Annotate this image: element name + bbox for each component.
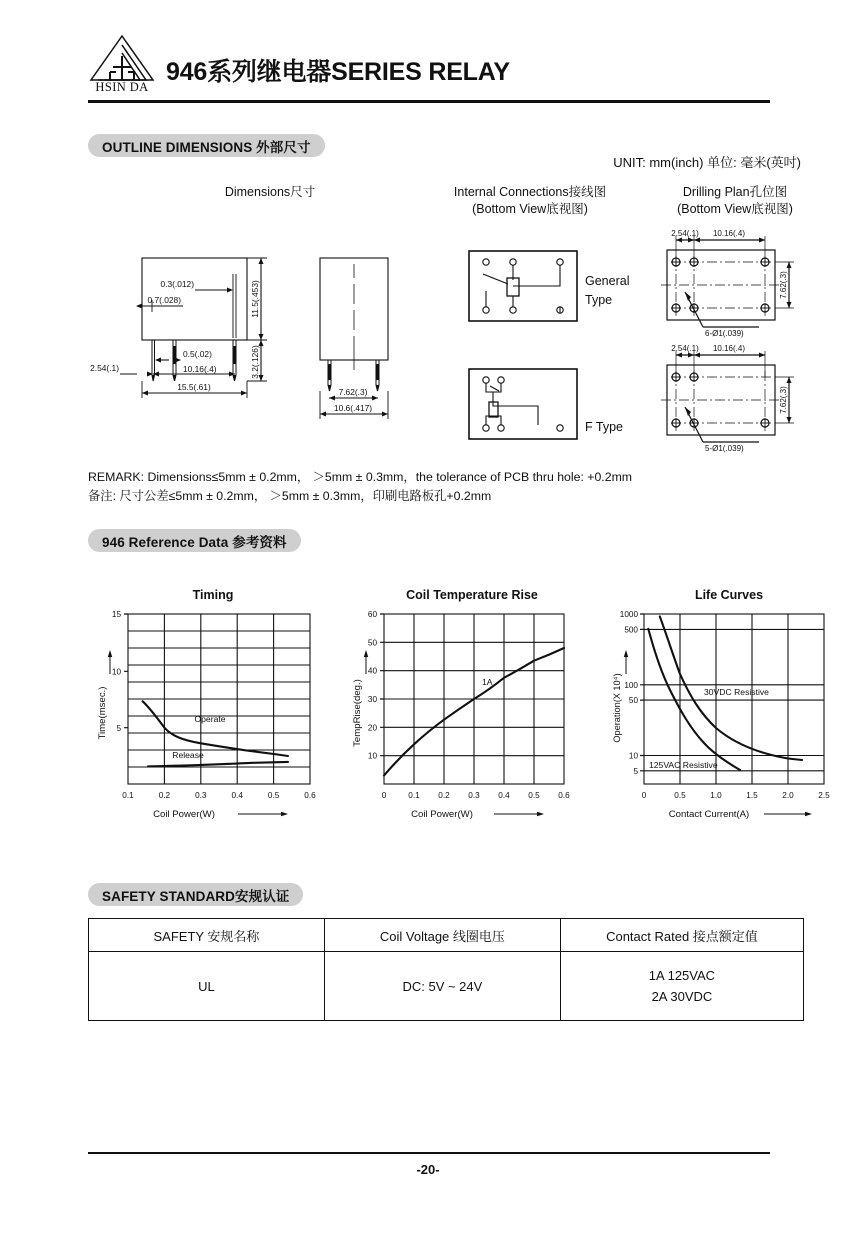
- tick-x-0.4: 0.4: [231, 791, 243, 800]
- table-header-safety: SAFETY 安规名称: [89, 919, 325, 952]
- dim-edge: 2.54(.1): [90, 363, 119, 373]
- drill-top-dim1: 2.54(.1): [671, 229, 699, 238]
- tick-x-0.5: 0.5: [528, 791, 540, 800]
- tick-x-0.2: 0.2: [438, 791, 450, 800]
- dim-side-width: 10.6(.417): [333, 403, 373, 413]
- axis-label-x: Coil Power(W): [153, 809, 215, 820]
- general-type-line2: Type: [585, 293, 613, 307]
- section-heading-outline-dimensions: OUTLINE DIMENSIONS 外部尺寸: [88, 134, 325, 157]
- remark-block: [88, 468, 632, 506]
- tick-y-500: 500: [624, 625, 638, 635]
- column-header-internal-connections: [420, 184, 640, 218]
- chart-timing-title: Timing: [192, 588, 234, 602]
- tick-y-10: 10: [111, 667, 121, 677]
- tick-x-1.5: 1.5: [746, 791, 758, 800]
- page-header: [88, 34, 770, 100]
- axis-label-y: TempRise(deg.): [352, 679, 363, 747]
- label-f-type: [585, 418, 623, 437]
- chart-life-curves: [604, 588, 854, 828]
- cell-coil-voltage: DC: 5V ~ 24V: [324, 952, 560, 1021]
- footer-divider: [88, 1152, 770, 1154]
- remark-chinese: 备注: 尺寸公差≤5mm ± 0.2mm， ＞5mm ± 0.3mm，印刷电路板孔+0.2mm: [88, 489, 492, 503]
- tick-x-0: 0: [381, 791, 387, 800]
- contact-rated-line1: 1A 125VAC: [648, 968, 716, 983]
- contact-rated-line2: 2A 30VDC: [651, 989, 713, 1004]
- tick-x-0.4: 0.4: [498, 791, 510, 800]
- tick-x-0.5: 0.5: [267, 791, 280, 800]
- diagram-internal-general-type: [468, 250, 578, 322]
- dim-pitch: 10.16(.4): [183, 364, 217, 374]
- table-header-coil-voltage: Coil Voltage 线圈电压: [324, 919, 560, 952]
- header-divider: [88, 100, 770, 103]
- drill-bottom-dim3: 7.62(.3): [779, 386, 788, 414]
- remark-english: REMARK: Dimensions≤5mm ± 0.2mm， ＞5mm ± 0.3mm，the tolerance of PCB thru hole: +0.2mm: [88, 470, 633, 484]
- cell-safety-ul: UL: [89, 952, 325, 1021]
- tick-y-40: 40: [367, 666, 377, 676]
- dim-pin-gap: 0.5(.02): [183, 349, 212, 359]
- legend-125vac: 125VAC Resistive: [649, 760, 718, 770]
- tick-y-5: 5: [633, 766, 638, 776]
- table-header-row: [89, 919, 804, 952]
- tick-y-5: 5: [116, 723, 121, 733]
- annotation-1a: 1A: [482, 677, 493, 687]
- chart-coil-temperature-rise: [342, 588, 602, 828]
- dim-pin-len: 3.2(.126): [250, 345, 260, 379]
- drawing-side-view: [290, 238, 430, 433]
- tick-x-0.1: 0.1: [408, 791, 420, 800]
- table-header-contact-rated: Contact Rated 接点额定值: [560, 919, 803, 952]
- tick-x-1.0: 1.0: [710, 791, 722, 800]
- general-type-line1: General: [585, 274, 630, 288]
- tick-x-0.3: 0.3: [468, 791, 480, 800]
- section-heading-safety-standard: SAFETY STANDARD安规认证: [88, 883, 303, 906]
- series-release: [148, 762, 288, 767]
- table-row: [89, 952, 804, 1021]
- drill-bottom-dim2: 10.16(.4): [712, 344, 746, 353]
- internal-connections-line2: (Bottom View底视图): [472, 202, 588, 216]
- legend-30vdc: 30VDC Resistive: [704, 687, 769, 697]
- diagram-drilling-plan-bottom: [655, 343, 805, 455]
- drill-top-holes: 6-Ø1(.039): [705, 329, 744, 338]
- dim-width: 15.5(.61): [177, 382, 211, 392]
- chart-timing: [88, 588, 338, 828]
- hsin-da-logo: [88, 34, 156, 100]
- unit-note: UNIT: mm(inch) 单位: 毫米(英吋): [613, 155, 801, 170]
- tick-y-30: 30: [367, 695, 377, 704]
- tick-x-0.2: 0.2: [158, 791, 171, 800]
- tick-x-0.3: 0.3: [195, 791, 207, 800]
- tick-y-10: 10: [367, 751, 377, 761]
- dim-pin-width: 0.3(.012): [160, 279, 194, 289]
- dim-pin-thick: 0.7(.028): [147, 295, 181, 305]
- annotation-release: Release: [172, 750, 204, 760]
- drawing-front-view: [90, 238, 295, 433]
- section-heading-reference-data: 946 Reference Data 参考资料: [88, 529, 301, 552]
- tick-y-50: 50: [628, 696, 638, 706]
- chart-life-title: Life Curves: [694, 588, 764, 602]
- tick-x-2.0: 2.0: [782, 791, 794, 800]
- logo-wordmark: HSIN DA: [95, 80, 149, 94]
- tick-y-10: 10: [628, 751, 638, 761]
- chart-temp-title: Coil Temperature Rise: [406, 588, 538, 602]
- axis-label-x: Contact Current(A): [668, 809, 750, 820]
- drill-top-dim3: 7.62(.3): [779, 271, 788, 299]
- page-number: -20-: [416, 1162, 440, 1177]
- tick-x-0.6: 0.6: [558, 791, 570, 800]
- tick-y-50: 50: [367, 638, 377, 648]
- dim-height: 11.5(.453): [250, 280, 260, 318]
- annotation-operate: Operate: [194, 714, 226, 724]
- axis-label-x: Coil Power(W): [411, 809, 473, 820]
- cell-contact-rated: [560, 952, 803, 1021]
- axis-label-y: Time(msec.): [97, 686, 108, 740]
- tick-x-0.1: 0.1: [122, 791, 134, 800]
- column-header-drilling-plan: [640, 184, 830, 218]
- tick-x-0.6: 0.6: [304, 791, 316, 800]
- f-type-line1: F Type: [585, 420, 623, 434]
- tick-x-2.5: 2.5: [818, 791, 830, 800]
- drill-bottom-dim1: 2.54(.1): [671, 344, 699, 353]
- dim-side-pitch: 7.62(.3): [338, 387, 368, 397]
- drilling-plan-line2: (Bottom View底视图): [677, 202, 793, 216]
- logo-triangle-icon: [88, 34, 156, 84]
- column-header-dimensions: Dimensions尺寸: [224, 185, 316, 199]
- axis-label-y: Operation(X 10⁴): [612, 673, 622, 743]
- page-title: 946系列继电器SERIES RELAY: [166, 58, 510, 86]
- label-general-type: [585, 272, 629, 310]
- drill-top-dim2: 10.16(.4): [712, 229, 746, 238]
- drill-bottom-holes: 5-Ø1(.039): [705, 444, 744, 453]
- tick-y-1000: 1000: [619, 610, 638, 619]
- drilling-plan-line1: Drilling Plan孔位图: [682, 185, 788, 199]
- tick-x-0.5: 0.5: [674, 791, 686, 800]
- diagram-drilling-plan-top: [655, 228, 805, 340]
- tick-y-60: 60: [367, 610, 377, 619]
- diagram-internal-f-type: [468, 368, 578, 440]
- tick-y-100: 100: [624, 680, 638, 690]
- tick-y-20: 20: [367, 723, 377, 733]
- internal-connections-line1: Internal Connections接线图: [453, 185, 607, 199]
- tick-x-0: 0: [641, 791, 647, 800]
- tick-y-15: 15: [111, 610, 121, 619]
- safety-standard-table: [88, 918, 804, 1021]
